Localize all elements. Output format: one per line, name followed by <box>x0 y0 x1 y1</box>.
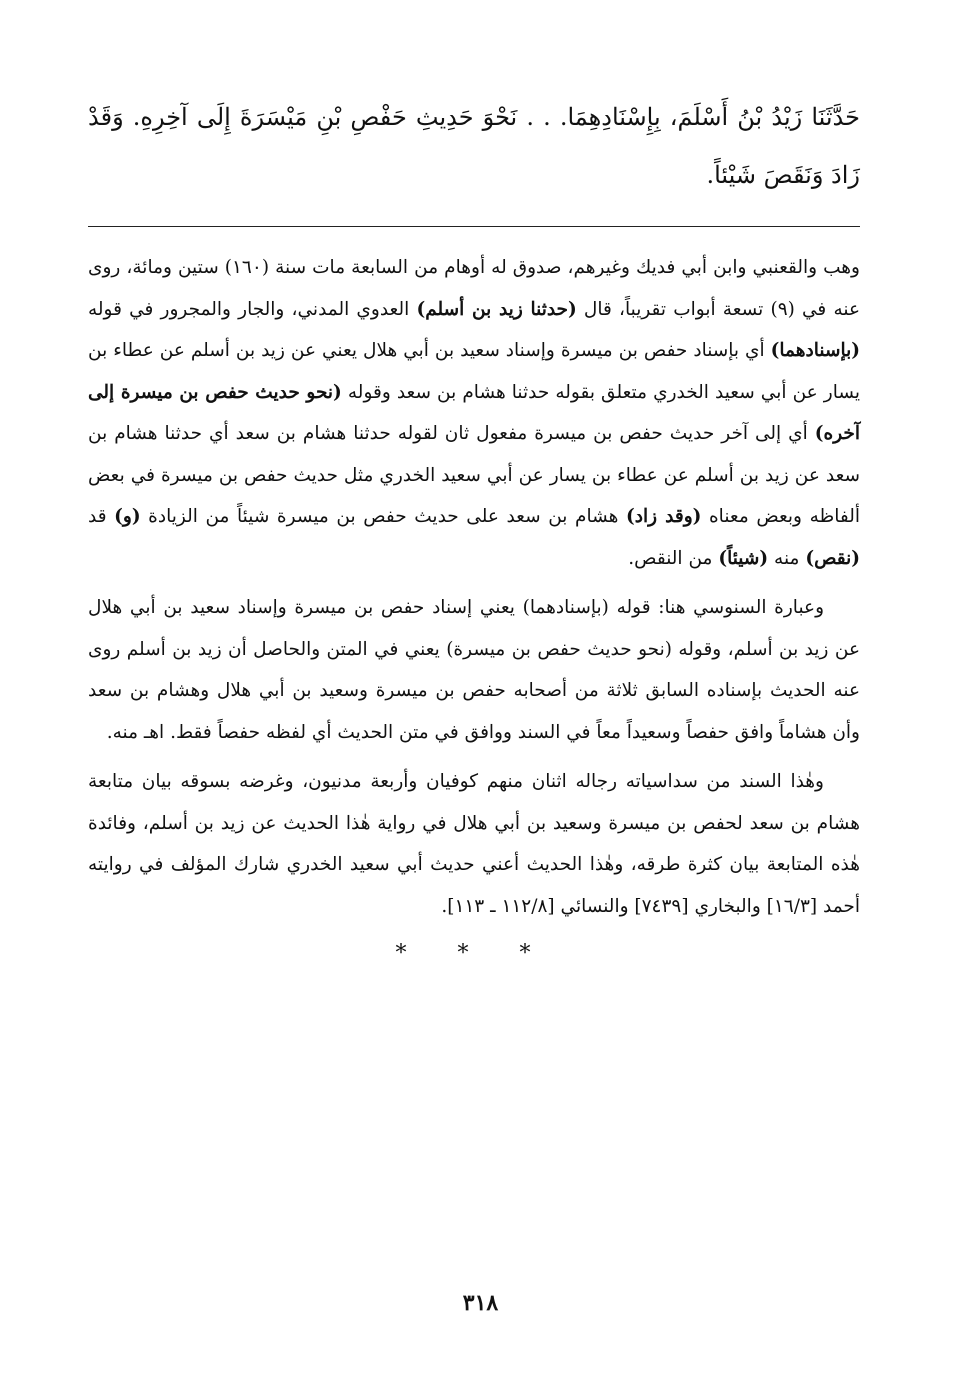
commentary-paragraph-3: وهٰذا السند من سداسياته رجاله اثنان منهم كوفيان وأربعة مدنيون، وغرضه بسوقه بيان متابعة هشام بن سعد لحفص بن ميسرة وسعيد بن أبي هلال في رواية هٰذا الحديث عن زيد بن أسلم، وفائدة هٰذه المتابعة بيان كثرة طرقه، وهٰذا الحديث أعني حديث أبي سعيد الخدري شارك المؤلف في روايته أحمد [١٦/٣] والبخاري [٧٤٣٩] والنسائي [١١٢/٨ ـ ١١٣]. <box>88 771 860 917</box>
footnote-divider <box>88 226 860 227</box>
bold-quote: (بإسنادهما) <box>770 340 860 361</box>
main-hadith-text: حَدَّثَنَا زَيْدُ بْنُ أَسْلَمَ، بِإِسْنَادِهِمَا. . . نَحْوَ حَدِيثِ حَفْصِ بْنِ مَيْسَرَةَ إِلَى آخِرِهِ. وَقَدْ زَادَ وَنَقَصَ شَيْئاً. <box>88 103 860 189</box>
commentary-paragraph-1 <box>88 247 860 579</box>
bold-quote: (نحو حديث حفص بن ميسرة إلى آخره) <box>88 381 860 444</box>
commentary-text: أي بإسناد حفص بن ميسرة وإسناد سعيد بن أبي هلال يعني عن زيد بن أسلم عن عطاء بن يسار عن أبي سعيد الخدري متعلق بقوله حدثنا هشام بن سعد وقوله <box>88 340 860 403</box>
commentary-paragraph-2: وعبارة السنوسي هنا: قوله (بإسنادهما) يعني إسناد حفص بن ميسرة وإسناد سعيد بن أبي هلال عن زيد بن أسلم، وقوله (نحو حديث حفص بن ميسرة) يعني في المتن والحاصل أن زيد بن أسلم روى عنه الحديث بإسناده السابق ثلاثة من أصحابه حفص بن ميسرة وسعيد بن أبي هلال وهشام بن سعد وأن هشاماً وافق حفصاً وسعيداً معاً في السند ووافق في متن الحديث أي لفظه حفصاً فقط. اهـ منه. <box>88 597 860 743</box>
bold-quote: (حدثنا زيد بن أسلم) <box>416 298 577 320</box>
page-number: ٣١٨ <box>462 1290 499 1316</box>
commentary-text: منه <box>768 547 806 569</box>
commentary-text: من النقص. <box>628 547 719 569</box>
bold-quote: (و) <box>114 506 141 527</box>
page-body <box>88 88 860 966</box>
section-separator: * * * <box>395 941 553 966</box>
commentary-text: العدوي المدني، والجار والمجرور في قوله <box>88 298 417 320</box>
commentary-text: هشام بن سعد على حديث حفص بن ميسرة شيئاً من الزيادة <box>140 506 626 527</box>
commentary-text: أي إلى آخر حديث حفص بن ميسرة مفعول ثان لقوله حدثنا هشام بن سعد أي حدثنا هشام بن سعد عن زيد بن أسلم عن عطاء بن يسار عن أبي سعيد الخدري مثل حديث حفص بن ميسرة في بعض ألفاظه وبعض معناه <box>88 423 860 527</box>
commentary-text: قد <box>88 506 115 527</box>
bold-quote: (وقد زاد) <box>625 506 702 527</box>
commentary-text: وهب والقعنبي وابن أبي فديك وغيرهم، صدوق له أوهام من السابعة مات سنة (١٦٠) ستين ومائة، روى عنه في (٩) تسعة أبواب تقريباً، قال <box>88 257 860 320</box>
bold-quote: (شيئاً) <box>718 547 769 569</box>
bold-quote: (نقص) <box>805 547 860 569</box>
